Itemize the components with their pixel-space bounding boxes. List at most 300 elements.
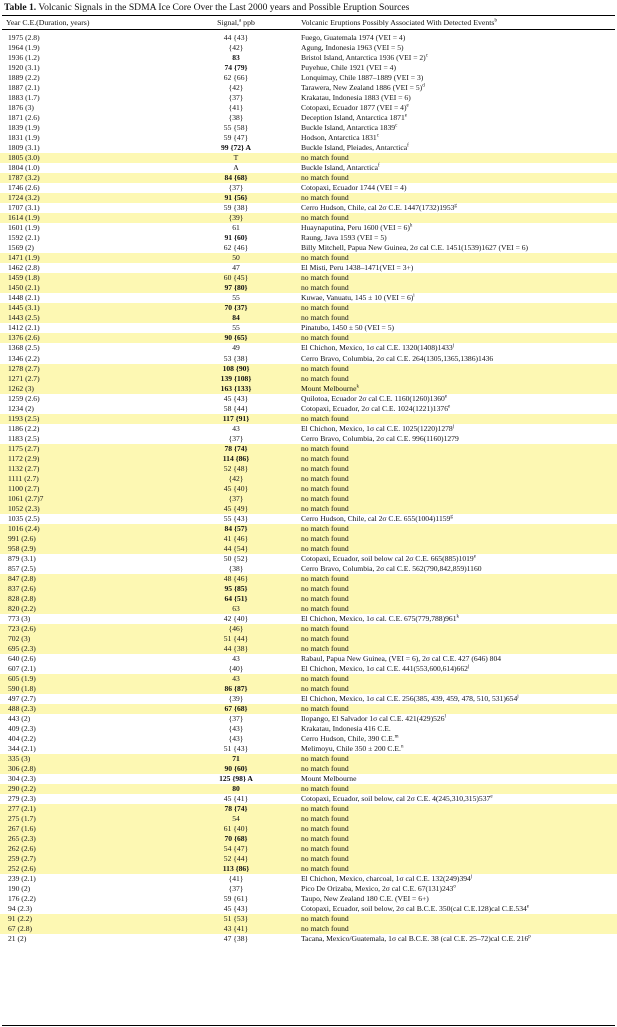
year-cell: 1450 (2.1) xyxy=(8,283,40,293)
eruption-cell xyxy=(301,53,428,63)
eruption-cell xyxy=(301,514,453,524)
eruption-text: no match found xyxy=(301,854,349,864)
signal-cell: 48 {46} xyxy=(223,573,249,583)
eruption-cell xyxy=(301,384,359,394)
table-row xyxy=(0,794,617,804)
eruption-text: Cotopaxi, Ecuador, soil below cal 2σ C.E. 665(885)1019 xyxy=(301,553,474,563)
eruption-cell xyxy=(301,33,405,43)
eruption-cell xyxy=(301,674,349,684)
table-row xyxy=(0,884,617,894)
table-row xyxy=(0,914,617,924)
eruption-cell xyxy=(301,43,404,53)
eruption-text: no match found xyxy=(301,573,349,583)
eruption-text: Cerro Hudson, Chile, cal 2σ C.E. 1447(1732)1953 xyxy=(301,203,455,213)
table-row xyxy=(0,594,617,604)
signal-cell: 47 xyxy=(232,263,240,273)
table-row xyxy=(0,143,617,153)
eruption-cell xyxy=(301,604,349,614)
year-cell: 1883 (1.7) xyxy=(8,93,40,103)
eruption-cell xyxy=(301,894,429,904)
table-row xyxy=(0,343,617,353)
year-cell: 409 (2.3) xyxy=(8,724,36,734)
eruption-text: no match found xyxy=(301,153,349,163)
signal-cell: 61 xyxy=(232,223,240,233)
signal-cell: 44 {38} xyxy=(223,643,249,653)
signal-cell: 78 {74} xyxy=(224,443,248,453)
year-cell: 1346 (2.2) xyxy=(8,353,40,363)
signal-cell: 125 {98} A xyxy=(219,774,253,784)
table-row xyxy=(0,584,617,594)
eruption-cell xyxy=(301,83,425,93)
eruption-text: no match found xyxy=(301,453,349,463)
eruption-text: Taupo, New Zealand 180 C.E. (VEI = 6+) xyxy=(301,894,429,904)
signal-cell: 55 xyxy=(232,293,240,303)
table-row xyxy=(0,183,617,193)
year-cell: 290 (2.2) xyxy=(8,784,36,794)
eruption-cell xyxy=(301,223,412,233)
signal-cell: 163 {133} xyxy=(220,383,252,393)
year-cell: 1889 (2.2) xyxy=(8,73,40,83)
footnote-marker: f xyxy=(377,163,380,169)
table-row xyxy=(0,43,617,53)
table-row xyxy=(0,604,617,614)
signal-cell: 60 {45} xyxy=(223,273,249,283)
year-cell: 1601 (1.9) xyxy=(8,223,40,233)
eruption-text: no match found xyxy=(301,583,349,593)
eruption-cell xyxy=(301,614,459,624)
eruption-cell xyxy=(301,744,403,754)
eruption-cell xyxy=(301,313,349,323)
eruption-cell xyxy=(301,394,447,404)
signal-cell: {37} xyxy=(228,183,244,193)
header-eruptions xyxy=(301,16,497,29)
year-cell: 1262 (3) xyxy=(8,383,34,393)
table-row xyxy=(0,123,617,133)
eruption-cell xyxy=(301,574,349,584)
year-cell: 1443 (2.5) xyxy=(8,313,40,323)
signal-cell: 41 {46} xyxy=(223,533,249,543)
year-cell: 773 (3) xyxy=(8,613,31,623)
signal-cell: 108 {90} xyxy=(222,363,250,373)
eruption-text: Billy Mitchell, Papua New Guinea, 2σ cal C.E. 1451(1539)1627 (VEI = 6) xyxy=(301,243,529,253)
eruption-cell xyxy=(301,243,528,253)
eruption-cell xyxy=(301,63,396,73)
eruption-text: no match found xyxy=(301,463,349,473)
signal-cell: 64 {51} xyxy=(224,593,248,603)
eruption-text: Cotopaxi, Ecuador, soil below, 2σ cal B.C.E. 350(cal C.E.128)cal C.E.534 xyxy=(301,904,527,914)
signal-cell: 45 {43} xyxy=(223,393,249,403)
eruption-text: no match found xyxy=(301,784,349,794)
eruption-cell xyxy=(301,654,501,664)
year-cell: 1234 (2) xyxy=(8,403,34,413)
eruption-text: no match found xyxy=(301,503,349,513)
year-cell: 94 (2.3) xyxy=(8,904,33,914)
eruption-text: El Misti, Peru 1438–1471(VEI = 3+) xyxy=(301,263,414,273)
signal-cell: {46} xyxy=(228,623,244,633)
header-eruptions-sup: b xyxy=(494,18,497,24)
signal-cell: 52 {44} xyxy=(223,854,249,864)
footnote-marker: g xyxy=(450,514,453,520)
eruption-text: Fuego, Guatemala 1974 (VEI = 4) xyxy=(301,33,406,42)
table-header xyxy=(0,16,617,29)
eruption-text: Huaynaputina, Peru 1600 (VEI = 6) xyxy=(301,223,410,233)
signal-cell: 99 {72} A xyxy=(220,143,252,153)
year-cell: 1035 (2.5) xyxy=(8,513,40,523)
year-cell: 1920 (3.1) xyxy=(8,63,40,73)
eruption-cell xyxy=(301,494,349,504)
table-row xyxy=(0,664,617,674)
signal-cell: {38} xyxy=(228,113,244,123)
signal-cell: {43} xyxy=(228,724,244,734)
year-cell: 1569 (2) xyxy=(8,243,34,253)
eruption-cell xyxy=(301,754,349,764)
eruption-cell xyxy=(301,914,349,924)
year-cell: 1809 (3.1) xyxy=(8,143,40,153)
year-cell: 1876 (3) xyxy=(8,103,34,113)
eruption-text: Buckle Island, Pleiades, Antarctica xyxy=(301,143,408,153)
signal-cell: 43 {41} xyxy=(223,924,249,934)
table-row xyxy=(0,574,617,584)
year-cell: 443 (2) xyxy=(8,714,31,724)
signal-cell: {37} xyxy=(228,433,244,443)
year-cell: 1183 (2.5) xyxy=(8,433,40,443)
eruption-cell xyxy=(301,193,349,203)
footnote-marker: c xyxy=(376,133,379,139)
footnote-marker: d xyxy=(422,83,425,89)
year-cell: 1368 (2.5) xyxy=(8,343,40,353)
eruption-cell xyxy=(301,734,399,744)
year-cell: 1592 (2.1) xyxy=(8,233,40,243)
footnote-marker: e xyxy=(490,794,493,800)
signal-cell: 45 {49} xyxy=(223,503,249,513)
signal-cell: {43} xyxy=(228,734,244,744)
table-row xyxy=(0,834,617,844)
eruption-cell xyxy=(301,474,349,484)
footnote-marker: m xyxy=(394,734,399,740)
eruption-cell xyxy=(301,904,529,914)
year-cell: 828 (2.8) xyxy=(8,593,36,603)
table-row xyxy=(0,93,617,103)
eruption-cell xyxy=(301,934,531,944)
eruption-cell xyxy=(301,374,349,384)
footnote-marker: i xyxy=(413,293,415,299)
year-cell: 958 (2.9) xyxy=(8,543,36,553)
eruption-text: no match found xyxy=(301,443,349,453)
eruption-text: no match found xyxy=(301,764,349,774)
table-row xyxy=(0,444,617,454)
year-cell: 265 (2.3) xyxy=(8,834,36,844)
signal-cell: {37} xyxy=(228,714,244,724)
signal-cell: {39} xyxy=(228,213,244,223)
eruption-cell xyxy=(301,794,493,804)
eruption-text: no match found xyxy=(301,373,349,383)
table-row xyxy=(0,53,617,63)
eruption-text: no match found xyxy=(301,483,349,493)
eruption-text: no match found xyxy=(301,623,349,633)
eruption-text: no match found xyxy=(301,173,349,183)
footnote-marker: e xyxy=(473,554,476,560)
table-row xyxy=(0,193,617,203)
table-row xyxy=(0,634,617,644)
table-row xyxy=(0,303,617,313)
signal-cell: 59 {38} xyxy=(223,203,249,213)
eruption-cell xyxy=(301,764,349,774)
year-cell: 1724 (3.2) xyxy=(8,193,40,203)
table-row xyxy=(0,313,617,323)
eruption-cell xyxy=(301,714,446,724)
table-row xyxy=(0,774,617,784)
eruption-cell xyxy=(301,213,349,223)
eruption-text: Lonquimay, Chile 1887–1889 (VEI = 3) xyxy=(301,73,424,83)
year-cell: 1459 (1.8) xyxy=(8,273,40,283)
eruption-text: Cerro Hudson, Chile, 390 C.E. xyxy=(301,734,395,744)
eruption-text: no match found xyxy=(301,313,349,323)
eruption-text: Cotopaxi, Ecuador, 2σ cal C.E. 1024(1221)1376 xyxy=(301,403,448,413)
signal-cell: 61 {40} xyxy=(223,824,249,834)
eruption-cell xyxy=(301,634,349,644)
signal-cell: 95 {85} xyxy=(224,583,248,593)
year-cell: 607 (2.1) xyxy=(8,663,36,673)
signal-cell: 70 {37} xyxy=(224,303,248,313)
eruption-text: Cotopaxi, Ecuador 1744 (VEI = 4) xyxy=(301,183,407,193)
year-cell: 1614 (1.9) xyxy=(8,213,40,223)
table-row xyxy=(0,484,617,494)
eruption-cell xyxy=(301,834,349,844)
eruption-cell xyxy=(301,73,423,83)
signal-cell: 117 {91} xyxy=(222,413,250,423)
eruption-cell xyxy=(301,564,482,574)
signal-cell: 71 xyxy=(232,754,240,764)
year-cell: 857 (2.5) xyxy=(8,563,36,573)
eruption-text: no match found xyxy=(301,253,349,263)
eruption-text: Ilopango, El Salvador 1σ cal C.E. 421(429)526 xyxy=(301,714,445,724)
table-caption xyxy=(4,2,409,14)
year-cell: 695 (2.3) xyxy=(8,643,36,653)
eruption-text: Melimoyu, Chile 350 ± 200 C.E. xyxy=(301,744,401,754)
signal-cell: 52 {48} xyxy=(223,463,249,473)
year-cell: 21 (2) xyxy=(8,934,27,944)
table-row xyxy=(0,83,617,93)
table-row xyxy=(0,934,617,944)
eruption-cell xyxy=(301,804,349,814)
table-row xyxy=(0,263,617,273)
table-row xyxy=(0,844,617,854)
eruption-cell xyxy=(301,354,493,364)
eruption-cell xyxy=(301,93,411,103)
eruption-text: no match found xyxy=(301,754,349,764)
year-cell: 1259 (2.6) xyxy=(8,393,40,403)
table-row xyxy=(0,924,617,934)
eruption-text: no match found xyxy=(301,533,349,543)
eruption-text: Mount Melbourne xyxy=(301,774,357,784)
eruption-cell xyxy=(301,584,349,594)
header-signal-sup: a xyxy=(239,18,242,24)
signal-cell: 63 xyxy=(232,603,240,613)
signal-cell: {37} xyxy=(228,93,244,103)
eruption-cell xyxy=(301,364,349,374)
header-signal-label: Signal, xyxy=(217,18,239,27)
year-cell: 279 (2.3) xyxy=(8,794,36,804)
table-row xyxy=(0,614,617,624)
eruption-text: Krakatau, Indonesia 1883 (VEI = 6) xyxy=(301,93,411,103)
eruption-text: no match found xyxy=(301,213,349,223)
table-row xyxy=(0,734,617,744)
eruption-cell xyxy=(301,924,349,934)
eruption-cell xyxy=(301,854,349,864)
signal-cell: 62 {46} xyxy=(223,243,249,253)
table-row xyxy=(0,223,617,233)
table-row xyxy=(0,404,617,414)
table-row xyxy=(0,113,617,123)
table-row xyxy=(0,704,617,714)
eruption-cell xyxy=(301,774,356,784)
signal-cell: 90 {65} xyxy=(224,333,248,343)
signal-cell: A xyxy=(233,163,239,173)
eruption-cell xyxy=(301,414,349,424)
year-cell: 304 (2.3) xyxy=(8,774,36,784)
year-cell: 1975 (2.8) xyxy=(8,33,40,42)
table-row xyxy=(0,213,617,223)
eruption-cell xyxy=(301,704,349,714)
year-cell: 1052 (2.3) xyxy=(8,503,40,513)
footnote-marker: g xyxy=(454,203,457,209)
year-cell: 605 (1.9) xyxy=(8,674,36,683)
signal-cell: 83 xyxy=(232,53,240,63)
eruption-text: no match found xyxy=(301,633,349,643)
table-row xyxy=(0,253,617,263)
table-title: Volcanic Signals in the SDMA Ice Core Over the Last 2000 years and Possible Eruption Sources xyxy=(38,2,410,13)
eruption-cell xyxy=(301,333,349,343)
footnote-marker: e xyxy=(404,113,407,119)
table-row xyxy=(0,283,617,293)
signal-cell: 50 {52} xyxy=(223,553,249,563)
eruption-text: no match found xyxy=(301,273,349,283)
eruption-text: no match found xyxy=(301,814,349,824)
table-row xyxy=(0,273,617,283)
table-row xyxy=(0,173,617,183)
year-cell: 1016 (2.4) xyxy=(8,523,40,533)
eruption-text: Puyehue, Chile 1921 (VEI = 4) xyxy=(301,63,396,73)
eruption-text: no match found xyxy=(301,674,349,683)
signal-cell: {37} xyxy=(228,493,244,503)
signal-cell: 51 {43} xyxy=(223,744,249,754)
year-cell: 820 (2.2) xyxy=(8,603,36,613)
eruption-cell xyxy=(301,434,459,444)
year-cell: 1805 (3.0) xyxy=(8,153,40,163)
table-row xyxy=(0,103,617,113)
eruption-text: no match found xyxy=(301,493,349,503)
footnote-marker: k xyxy=(456,614,460,620)
year-cell: 1804 (1.0) xyxy=(8,163,40,173)
table-row xyxy=(0,524,617,534)
signal-cell: 55 xyxy=(232,323,240,333)
eruption-text: Pico De Orizaba, Mexico, 2σ cal C.E. 67(131)243 xyxy=(301,884,454,894)
year-cell: 267 (1.6) xyxy=(8,824,36,834)
footnote-marker: j xyxy=(467,664,470,670)
year-cell: 488 (2.3) xyxy=(8,704,36,714)
table-row xyxy=(0,203,617,213)
footnote-marker: j xyxy=(517,694,519,700)
signal-cell: 86 {87} xyxy=(224,684,248,694)
signal-cell: 51 {53} xyxy=(223,914,249,924)
eruption-text: El Chichon, Mexico, charcoal, 1σ cal C.E. 132(249)394 xyxy=(301,874,471,884)
eruption-cell xyxy=(301,153,349,163)
year-cell: 723 (2.6) xyxy=(8,623,36,633)
eruption-cell xyxy=(301,133,379,143)
eruption-text: no match found xyxy=(301,924,349,934)
eruption-text: Deception Island, Antarctica 1871 xyxy=(301,113,405,123)
year-cell: 1186 (2.2) xyxy=(8,423,40,433)
year-cell: 1445 (3.1) xyxy=(8,303,40,313)
eruption-cell xyxy=(301,504,349,514)
table-row xyxy=(0,243,617,253)
footnote-marker: e xyxy=(448,404,451,410)
eruption-cell xyxy=(301,404,450,414)
table-body xyxy=(0,33,617,944)
eruption-cell xyxy=(301,293,415,303)
footnote-marker: e xyxy=(526,904,530,910)
year-cell: 335 (3) xyxy=(8,754,31,764)
eruption-text: Mount Melbourne xyxy=(301,383,357,393)
table-row xyxy=(0,754,617,764)
eruption-cell xyxy=(301,283,349,293)
table-row xyxy=(0,293,617,303)
table-row xyxy=(0,33,617,43)
year-cell: 1448 (2.1) xyxy=(8,293,40,303)
eruption-cell xyxy=(301,544,349,554)
eruption-text: no match found xyxy=(301,603,349,613)
eruption-text: Raung, Java 1593 (VEI = 5) xyxy=(301,233,387,243)
table-row xyxy=(0,714,617,724)
table-row xyxy=(0,414,617,424)
signal-cell: {41} xyxy=(228,103,244,113)
signal-cell: 114 {86} xyxy=(222,453,250,463)
eruption-text: Cotopaxi, Ecuador, soil below, cal 2σ C.E. 4(245,310,315)537 xyxy=(301,794,491,804)
year-cell: 1111 (2.7) xyxy=(8,473,39,483)
footnote-marker: c xyxy=(395,123,398,129)
eruption-cell xyxy=(301,874,472,884)
year-cell: 1746 (2.6) xyxy=(8,183,40,193)
eruption-text: Buckle Island, Antarctica 1839 xyxy=(301,123,396,133)
table-row xyxy=(0,384,617,394)
footnote-marker: e xyxy=(444,394,448,400)
year-cell: 1172 (2.9) xyxy=(8,453,40,463)
eruption-text: no match found xyxy=(301,864,349,874)
year-cell: 1462 (2.8) xyxy=(8,263,40,273)
eruption-text: El Chichon, Mexico, 1σ cal C.E. 1025(1220)1278 xyxy=(301,423,453,433)
table-row xyxy=(0,163,617,173)
year-cell: 306 (2.8) xyxy=(8,764,36,774)
signal-cell: 45 {40} xyxy=(223,483,249,493)
eruption-cell xyxy=(301,594,349,604)
signal-cell: 91 {56} xyxy=(224,193,248,203)
year-cell: 879 (3.1) xyxy=(8,553,36,563)
eruption-cell xyxy=(301,644,349,654)
year-cell: 1193 (2.5) xyxy=(8,413,40,423)
signal-cell: 58 {44} xyxy=(223,403,249,413)
signal-cell: 42 {40} xyxy=(223,613,249,623)
year-cell: 1787 (3.2) xyxy=(8,173,40,183)
year-cell: 1936 (1.2) xyxy=(8,53,40,63)
table-row xyxy=(0,814,617,824)
eruption-text: El Chichon, Mexico, 1σ cal C.E. 1320(1408)1433 xyxy=(301,343,453,353)
table-row xyxy=(0,644,617,654)
signal-cell: {38} xyxy=(228,563,244,573)
eruption-cell xyxy=(301,323,394,333)
table-row xyxy=(0,784,617,794)
signal-cell: 45 {43} xyxy=(223,904,249,914)
year-cell: 277 (2.1) xyxy=(8,804,36,814)
